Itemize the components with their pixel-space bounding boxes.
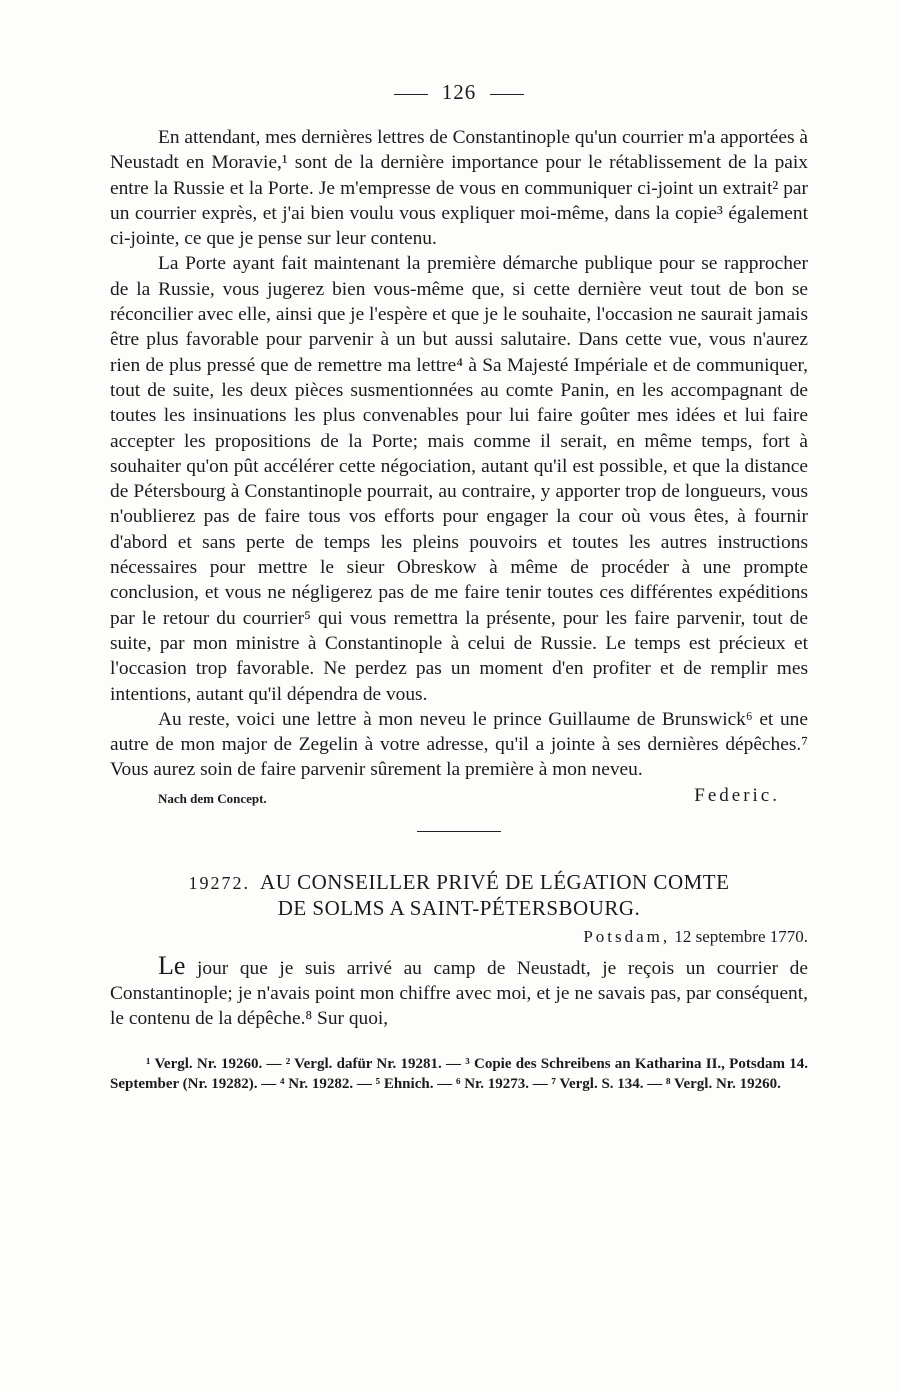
page-number: 126 [441, 80, 477, 104]
document-number: 19272. [188, 872, 251, 893]
signature-row [110, 785, 808, 815]
document-heading [110, 870, 808, 921]
signature: Federic. [694, 784, 780, 806]
header-dash-right [490, 94, 524, 95]
dateline-place: Potsdam, [583, 926, 671, 946]
dateline [110, 927, 808, 947]
footnotes-text: ¹ Vergl. Nr. 19260. — ² Vergl. dafür Nr. 19281. — ³ Copie des Schreibens an Katharina II., Potsdam 14. September (Nr. 19282). — ⁴ Nr. 19282. — ⁵ Ehnich. — ⁶ Nr. 19273. — ⁷ Vergl. S. 134. — ⁸ Vergl. Nr. 19260. [110, 1055, 808, 1092]
header-dash-left [394, 94, 428, 95]
document-title-line-2: DE SOLMS A SAINT-PÉTERSBOURG. [277, 895, 641, 920]
document-first-paragraph [110, 950, 808, 1032]
letter-paragraph-3: Au reste, voici une lettre à mon neveu le prince Guillaume de Brunswick⁶ et une autre de mon major de Zegelin à votre adresse, qu'il a jointe à ses dernières dépêches.⁷ Vous aurez soin de faire parvenir sûrement la première à mon neveu. [110, 708, 808, 781]
dateline-date: 12 septembre 1770. [674, 926, 808, 946]
first-paragraph-text: jour que je suis arrivé au camp de Neustadt, je reçois un courrier de Constantinople; je n'avais point mon chiffre avec moi, et je ne savais pas, par conséquent, le contenu de la dépêche.⁸ Sur quoi, [110, 957, 808, 1030]
document-title-line-1: AU CONSEILLER PRIVÉ DE LÉGATION COMTE [260, 869, 730, 894]
document-page [110, 80, 808, 1094]
page-header [110, 80, 808, 105]
initial-word: Le [158, 950, 186, 980]
footnotes [110, 1054, 808, 1094]
letter-paragraph-2: La Porte ayant fait maintenant la première démarche publique pour se rapprocher de la Russie, vous jugerez bien vous-même que, si cette dernière veut tout de bon se réconcilier avec elle, ainsi que je l'espère et que je le souhaite, l'occasion ne saurait jamais être plus favorable pour parvenir à un but aussi salutaire. Dans cette vue, vous n'aurez rien de plus pressé que de remettre ma lettre⁴ à Sa Majesté Impériale et de communiquer, tout de suite, les deux pièces susmentionnées au comte Panin, en les accompagnant de toutes les insinuations les plus convenables pour lui faire goûter mes idées et lui faire accepter les propositions de la Porte; mais comme il serait, en même temps, fort à souhaiter qu'on pût accélérer cette négociation, autant qu'il est possible, et que la distance de Pétersbourg à Constantinople pourrait, au contraire, y apporter trop de longueurs, vous n'oublierez pas de faire tous vos efforts pour engager la cour où vous êtes, à fournir d'abord et sans perte de temps les pleins pouvoirs et toutes les autres instructions nécessaires pour mettre le sieur Obreskow à même de procéder à une prompte conclusion, et vous ne négligerez pas de me faire tenir toutes ces différentes expéditions par le retour du courrier⁵ qui vous remettra la présente, pour les faire parvenir, tout de suite, par mon ministre à Constantinople à celui de Russie. Le temps est précieux et l'occasion trop favorable. Ne perdez pas un moment d'en profiter et de remplir mes intentions, autant qu'il dépendra de vous. [110, 253, 808, 705]
source-note: Nach dem Concept. [158, 790, 267, 806]
letter-paragraph-1: En attendant, mes dernières lettres de Constantinople qu'un courrier m'a apportées à Neustadt en Moravie,¹ sont de la dernière importance pour le rétablissement de la paix entre la Russie et la Porte. Je m'empresse de vous en communiquer ci-joint un extrait² par un courrier exprès, et j'ai bien voulu vous expliquer moi-même, dans la copie³ également ci-jointe, ce que je pense sur leur contenu. [110, 127, 808, 250]
section-divider [417, 831, 501, 832]
